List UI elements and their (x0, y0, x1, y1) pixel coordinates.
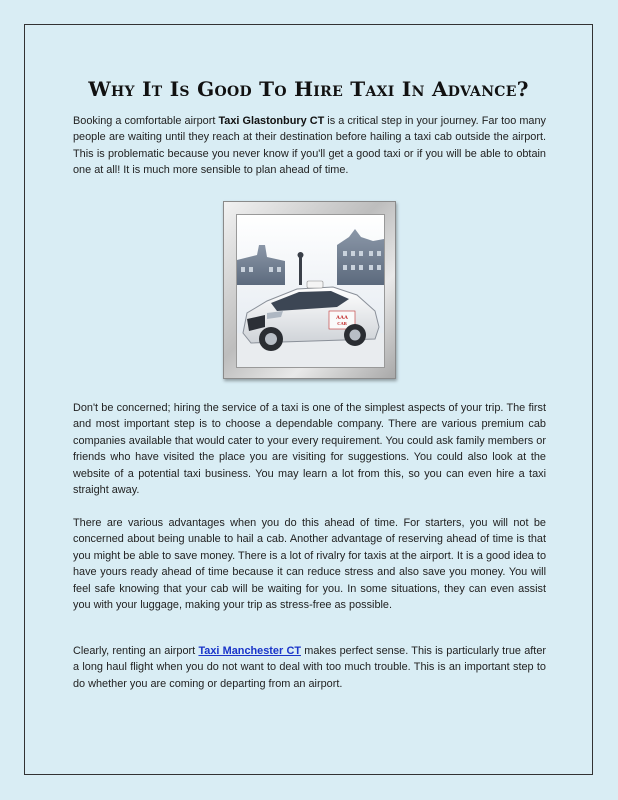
keyword-taxi-glastonbury: Taxi Glastonbury CT (218, 115, 325, 127)
taxi-roof-sign (307, 281, 323, 288)
taxi-logo-cab: CAB (337, 321, 347, 326)
taxi-rear-rim (350, 330, 361, 341)
paragraph-intro-text-end: is a critical step in your journey. Far too many people are waiting until they reach at their destination before hailing a taxi cab outside the airport. This is problematic because you never know if you'll get a good taxi or if you will be able to obtain one at all! It is much more sensible to plan ahead of time. (73, 115, 546, 177)
taxi-logo-aaa: AAA (336, 315, 348, 321)
taxi-car-photo (236, 214, 385, 368)
taxi-front-rim (265, 333, 277, 345)
document-page (24, 24, 593, 775)
paragraph-conclusion (73, 643, 546, 692)
taxi-photo-frame (223, 201, 396, 379)
paragraph-conclusion-text-end: makes perfect sense. This is particularly true after a long haul flight when you do not want to deal with too much trouble. This is an important step to do whether you are coming or departing from an airport. (73, 645, 547, 690)
taxi-manchester-link[interactable]: Taxi Manchester CT (198, 645, 301, 657)
lamp-post (299, 255, 302, 285)
paragraph-intro-text-start: Booking a comfortable airport (73, 115, 219, 127)
paragraph-intro (73, 113, 546, 179)
paragraph-choose-company: Don't be concerned; hiring the service of a taxi is one of the simplest aspects of your trip. The first and most important step is to choose a dependable company. There are various premium cab companies available that would cater to your every requirement. You could ask family members or friends who have visited the place you are visiting for suggestions. You could also look at the website of a potential taxi business. You may learn a lot from this, so you can even hire a taxi straight away. (73, 402, 546, 497)
lamp-head (298, 252, 304, 258)
paragraph-conclusion-text-start: Clearly, renting an airport (73, 645, 199, 657)
page-title: Why It Is Good To Hire Taxi In Advance? (88, 77, 529, 101)
paragraph-advantages: There are various advantages when you do this ahead of time. For starters, you will not be concerned about being unable to hail a cab. Another advantage of reserving ahead of time is that you might be able to save money. There is a lot of rivalry for taxis at the airport. It is a good idea to have yours ready ahead of time because it can reduce stress and also save you money. You will feel safe knowing that your cab will be waiting for you. In some situations, they can even assist you with your luggage, making your trip as stress-free as possible. (73, 517, 546, 612)
